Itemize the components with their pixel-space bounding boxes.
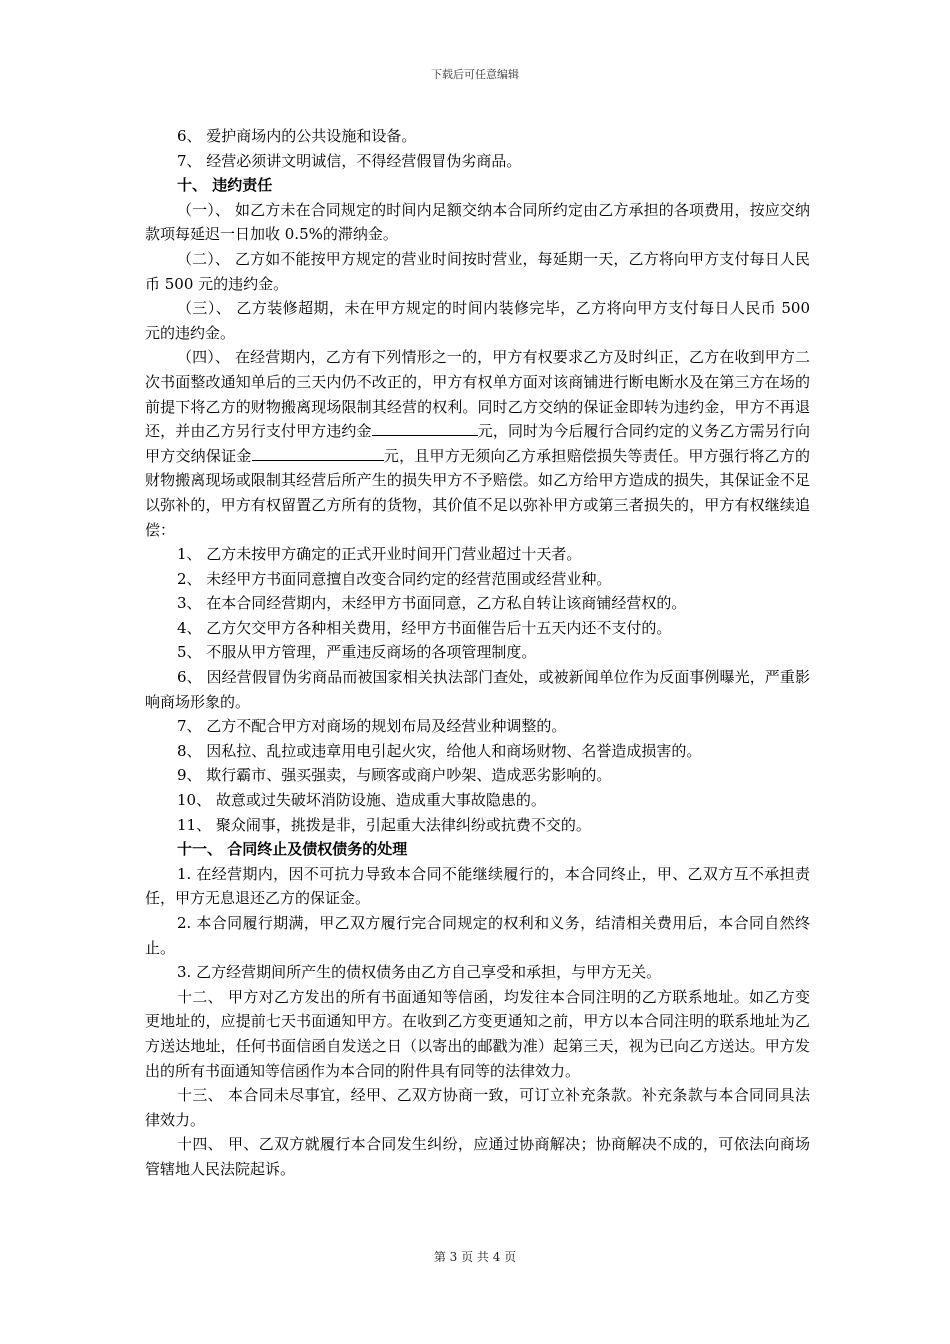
list-item: 2. 本合同履行期满，甲乙双方履行完合同规定的权利和义务，结清相关费用后，本合同自然终止。 (145, 914, 810, 957)
list-item: 7、 乙方不配合甲方对商场的规划布局及经营业种调整的。 (177, 717, 567, 736)
list-item: 3、 在本合同经营期内，未经甲方书面同意，乙方私自转让该商铺经营权的。 (177, 594, 687, 613)
clause-paragraph (145, 345, 810, 542)
fill-in-blank[interactable] (372, 420, 478, 436)
list-item: 1、 乙方未按甲方确定的正式开业时间开门营业超过十天者。 (177, 545, 582, 564)
clause-text: 元，且甲方无须向乙方承担赔偿损失等责任。甲方强行将乙方的财物搬离现场或限制其经营后所产生的损失甲方不予赔偿。如乙方给甲方造成的损失，其保证金不足以弥补的，甲方有权留置乙方所有的货物，其价值不足以弥补甲方或第三者损失的，甲方有权继续追偿： (145, 446, 810, 539)
paragraph: 6、 爱护商场内的公共设施和设备。 (177, 127, 417, 145)
list-item: 10、 故意或过失破坏消防设施、造成重大事故隐患的。 (177, 791, 546, 810)
page-header: 下载后可任意编辑 (431, 68, 519, 81)
clause-paragraph: （二）、 乙方如不能按甲方规定的营业时间按时营业，每延期一天，乙方将向甲方支付每日人民币 500 元的违约金。 (145, 249, 810, 293)
list-item: 11、 聚众闹事，挑拨是非，引起重大法律纠纷或抗费不交的。 (177, 815, 591, 834)
list-item: 8、 因私拉、乱拉或违章用电引起火灾，给他人和商场财物、名誉造成损害的。 (177, 741, 702, 760)
clause-paragraph: （一）、 如乙方未在合同规定的时间内足额交纳本合同所约定由乙方承担的各项费用，按应交纳款项每延迟一日加收 0.5%的滞纳金。 (145, 200, 810, 244)
section-heading: 十、 违约责任 (177, 176, 273, 195)
list-item: 1. 在经营期内，因不可抗力导致本合同不能继续履行的，本合同终止，甲、乙双方互不承担责任，甲方无息退还乙方的保证金。 (145, 864, 810, 908)
clause-text: （四）、 在经营期内，乙方有下列情形之一的，甲方有权要求乙方及时纠正，乙方在收到甲方二次书面整改通知单后的三天内仍不改正的，甲方有权单方面对该商铺进行断电断水及在第三方在场的前提下将乙方的财物搬离现场限制其经营的权利。同时乙方交纳的保证金即转为违约金，甲方不再退还，并由乙方另行支付甲方违约金 (145, 348, 810, 441)
list-item: 5、 不服从甲方管理，严重违反商场的各项管理制度。 (177, 643, 537, 662)
clause-paragraph: （三）、 乙方装修超期，未在甲方规定的时间内装修完毕，乙方将向甲方支付每日人民币 500 元的违约金。 (145, 299, 810, 342)
paragraph: 7、 经营必须讲文明诚信，不得经营假冒伪劣商品。 (177, 151, 522, 170)
list-item: 4、 乙方欠交甲方各种相关费用，经甲方书面催告后十五天内还不支付的。 (177, 618, 672, 637)
list-item: 3. 乙方经营期间所产生的债权债务由乙方自己享受和承担，与甲方无关。 (177, 963, 662, 982)
list-item: 2、 未经甲方书面同意擅自改变合同约定的经营范围或经营业种。 (177, 569, 612, 588)
fill-in-blank[interactable] (252, 445, 384, 461)
page-footer: 第 3 页 共 4 页 (433, 1250, 517, 1264)
section-paragraph: 十三、 本合同未尽事宜，经甲、乙双方协商一致，可订立补充条款。补充条款与本合同同具法律效力。 (145, 1086, 810, 1129)
clause-text: 元，同时为今后履行合同约定的义务乙方需另行向甲方交纳保证金 (145, 422, 810, 465)
list-item: 9、 欺行霸市、强买强卖，与顾客或商户吵架、造成恶劣影响的。 (177, 766, 612, 785)
document-body (145, 124, 810, 1182)
section-paragraph: 十二、 甲方对乙方发出的所有书面通知等信函，均发往本合同注明的乙方联系地址。如乙方变更地址的，应提前七天书面通知甲方。在收到乙方变更通知之前，甲方以本合同注明的联系地址为乙方送达地址，任何书面信函自发送之日（以寄出的邮戳为准）起第三天，视为已向乙方送达。甲方发出的所有书面通知等信函作为本合同的附件具有同等的法律效力。 (145, 987, 810, 1080)
section-heading: 十一、 合同终止及债权债务的处理 (177, 840, 408, 859)
section-paragraph: 十四、 甲、乙双方就履行本合同发生纠纷，应通过协商解决；协商解决不成的，可依法向商场管辖地人民法院起诉。 (145, 1135, 810, 1178)
list-item: 6、 因经营假冒伪劣商品而被国家相关执法部门查处，或被新闻单位作为反面事例曝光，严重影响商场形象的。 (145, 668, 810, 711)
